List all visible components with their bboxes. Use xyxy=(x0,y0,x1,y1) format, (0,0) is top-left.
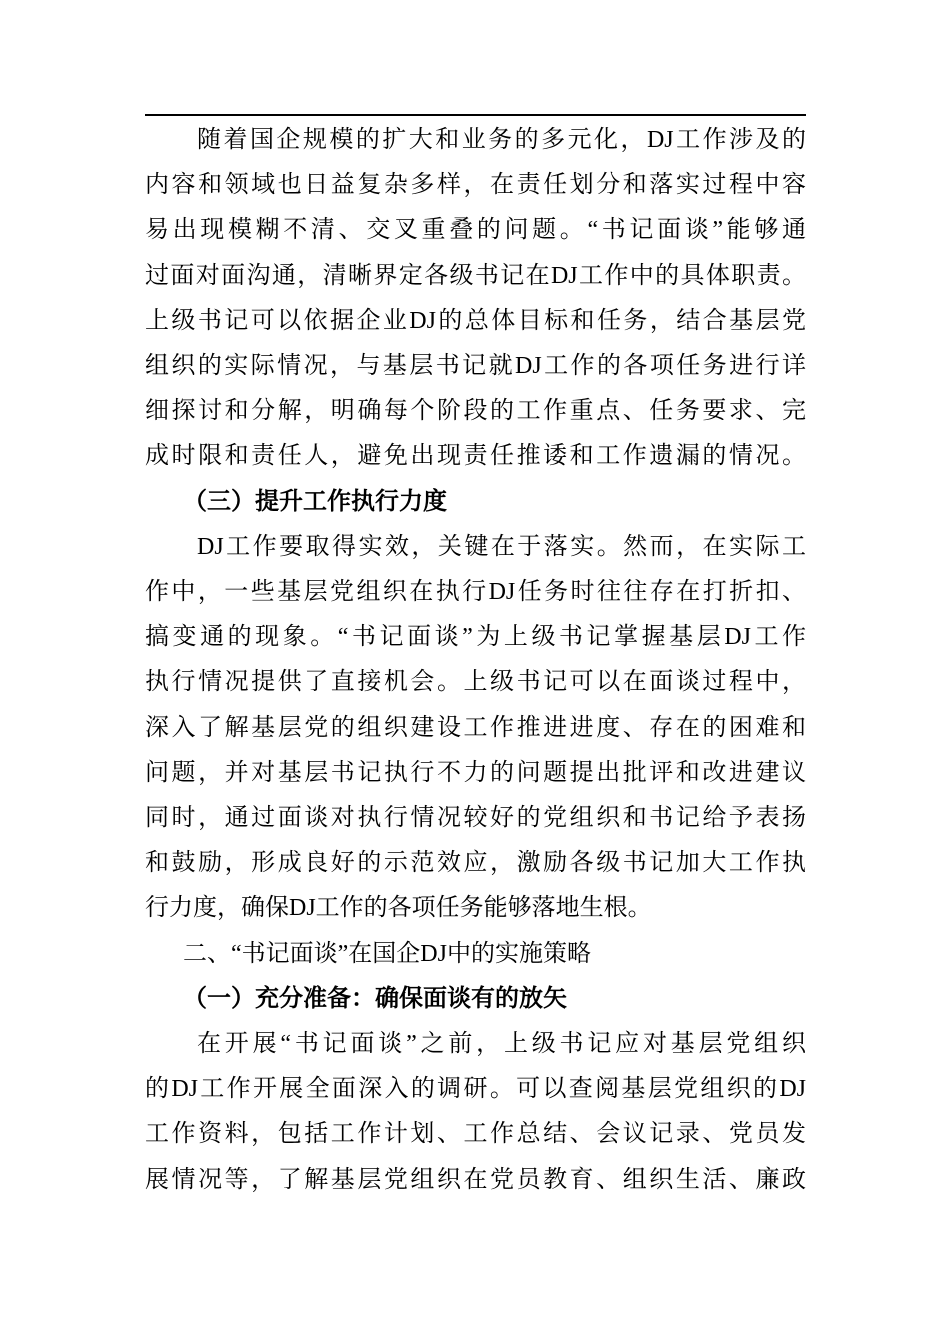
text-line: 行力度，确保DJ工作的各项任务能够落地生根。 xyxy=(145,895,652,922)
text-line: 展情况等，了解基层党组织在党员教育、组织生活、廉政 xyxy=(145,1166,806,1193)
text-line: 搞变通的现象。“书记面谈”为上级书记掌握基层DJ工作 xyxy=(145,624,806,651)
text-line: 和鼓励，形成良好的示范效应，激励各级书记加大工作执 xyxy=(145,850,806,877)
section-heading: （一）充分准备：确保面谈有的放矢 xyxy=(183,985,567,1012)
section-heading: （三）提升工作执行力度 xyxy=(183,488,447,515)
text-line: 随着国企规模的扩大和业务的多元化，DJ工作涉及的 xyxy=(197,127,806,153)
text-line: 同时，通过面谈对执行情况较好的党组织和书记给予表扬 xyxy=(145,805,806,831)
text-line: 执行情况提供了直接机会。上级书记可以在面谈过程中， xyxy=(145,669,806,696)
text-line: 工作资料，包括工作计划、工作总结、会议记录、党员发 xyxy=(145,1121,806,1148)
text-line: 过面对面沟通，清晰界定各级书记在DJ工作中的具体职责。 xyxy=(145,262,806,289)
text-line: 在开展“书记面谈”之前，上级书记应对基层党组织 xyxy=(197,1031,806,1057)
text-line: 上级书记可以依据企业DJ的总体目标和任务，结合基层党 xyxy=(145,307,806,334)
section-heading: 二、“书记面谈”在国企DJ中的实施策略 xyxy=(183,940,591,967)
text-line: 细探讨和分解，明确每个阶段的工作重点、任务要求、完 xyxy=(145,398,806,425)
text-line: 问题，并对基层书记执行不力的问题提出批评和改进建议 xyxy=(145,759,806,786)
text-line: DJ工作要取得实效，关键在于落实。然而，在实际工 xyxy=(197,533,806,560)
text-line: 内容和领域也日益复杂多样，在责任划分和落实过程中容 xyxy=(145,172,806,199)
text-line: 作中，一些基层党组织在执行DJ任务时往往存在打折扣、 xyxy=(145,579,806,605)
text-line: 成时限和责任人，避免出现责任推诿和工作遗漏的情况。 xyxy=(145,443,806,470)
text-line: 组织的实际情况，与基层书记就DJ工作的各项任务进行详 xyxy=(145,353,806,379)
text-line: 深入了解基层党的组织建设工作推进进度、存在的困难和 xyxy=(145,714,806,741)
text-line: 易出现模糊不清、交叉重叠的问题。“书记面谈”能够通 xyxy=(145,217,806,244)
header-rule xyxy=(145,114,806,116)
text-line: 的DJ工作开展全面深入的调研。可以查阅基层党组织的DJ xyxy=(145,1076,806,1103)
